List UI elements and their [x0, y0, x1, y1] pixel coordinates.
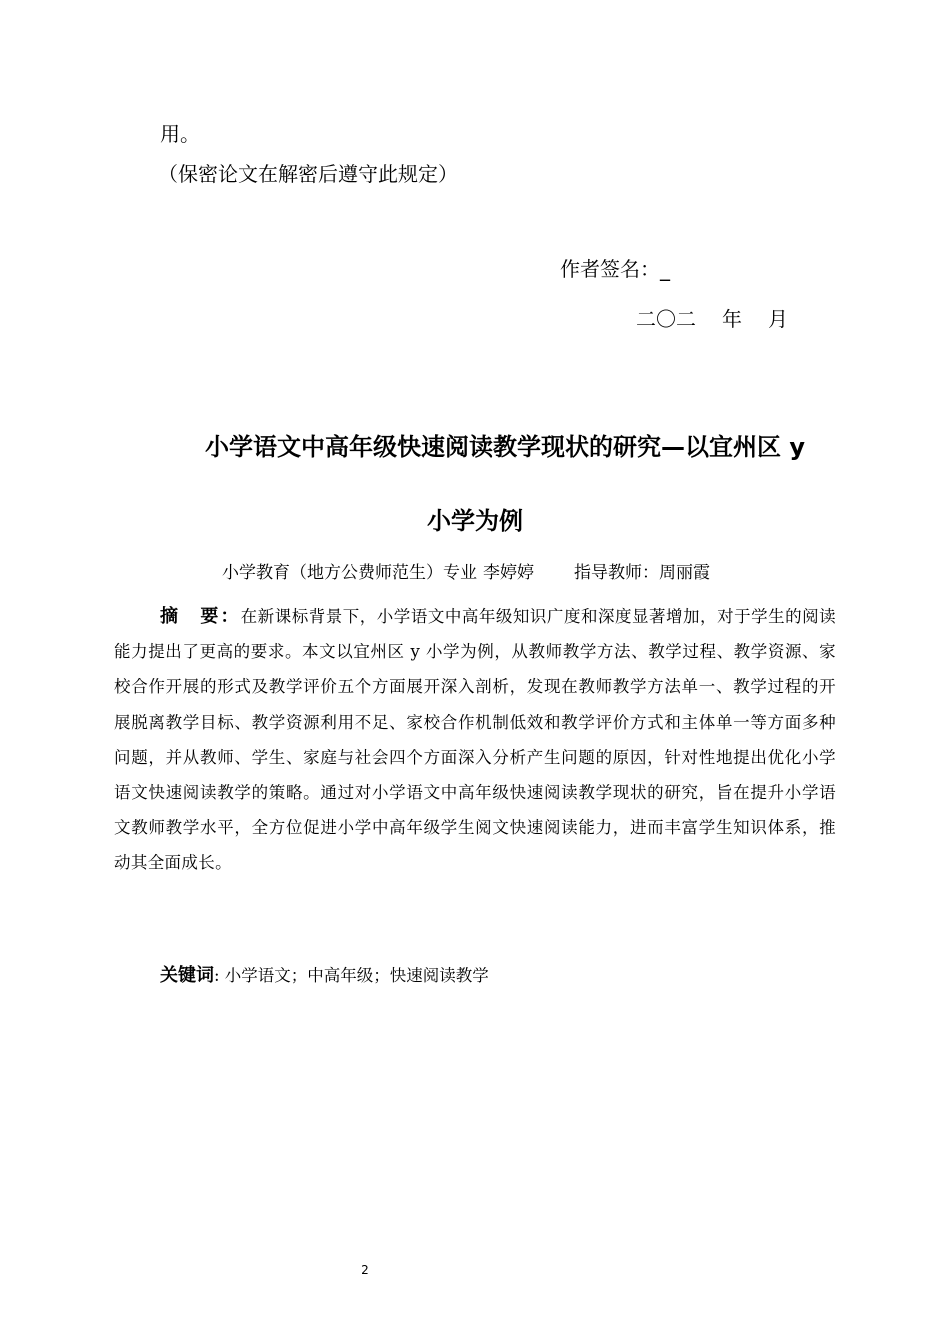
abstract-text: 在新课标背景下，小学语文中高年级知识广度和深度显著增加，对于学生的阅读能力提出了更高的要求。本文以宜州区 y 小学为例，从教师教学方法、教学过程、教学资源、家校合作开展的形式及教学评价五个方面展开深入剖析，发现在教师教学方法单一、教学过程的开展脱离教学目标、教学资源利用不足、家校合作机制低效和教学评价方式和主体单一等方面多种问题，并从教师、学生、家庭与社会四个方面深入分析产生问题的原因，针对性地提出优化小学语文快速阅读教学的策略。通过对小学语文中高年级快速阅读教学现状的研究，旨在提升小学语文教师教学水平，全方位促进小学中高年级学生阅文快速阅读能力，进而丰富学生知识体系，推动其全面成长。: [114, 607, 837, 873]
paper-title-line-1: 小学语文中高年级快速阅读教学现状的研究—以宜州区 y: [205, 433, 805, 461]
abstract-label: 摘 要：: [160, 606, 241, 627]
author-signature-label: 作者签名：_: [560, 257, 670, 281]
date-month-unit: 月: [768, 307, 788, 331]
signature-date: [636, 305, 788, 333]
keywords-label: 关键词: [160, 965, 214, 986]
paper-title-line-2: 小学为例: [427, 507, 523, 535]
advisor: 指导教师：周丽霞: [574, 563, 710, 583]
abstract: [114, 599, 836, 881]
page-number: 2: [361, 1263, 369, 1277]
confidential-note: （保密论文在解密后遵守此规定）: [158, 162, 458, 186]
date-year-unit: 年: [722, 307, 742, 331]
declaration-line-end: 用。: [160, 122, 200, 146]
date-year: 二〇二: [636, 307, 696, 331]
keywords: [160, 962, 489, 990]
author-major: 小学教育（地方公费师范生）专业: [222, 563, 477, 583]
author-name: 李婷婷: [483, 563, 534, 583]
keywords-text: : 小学语文；中高年级；快速阅读教学: [214, 966, 489, 985]
author-info: [222, 560, 710, 586]
